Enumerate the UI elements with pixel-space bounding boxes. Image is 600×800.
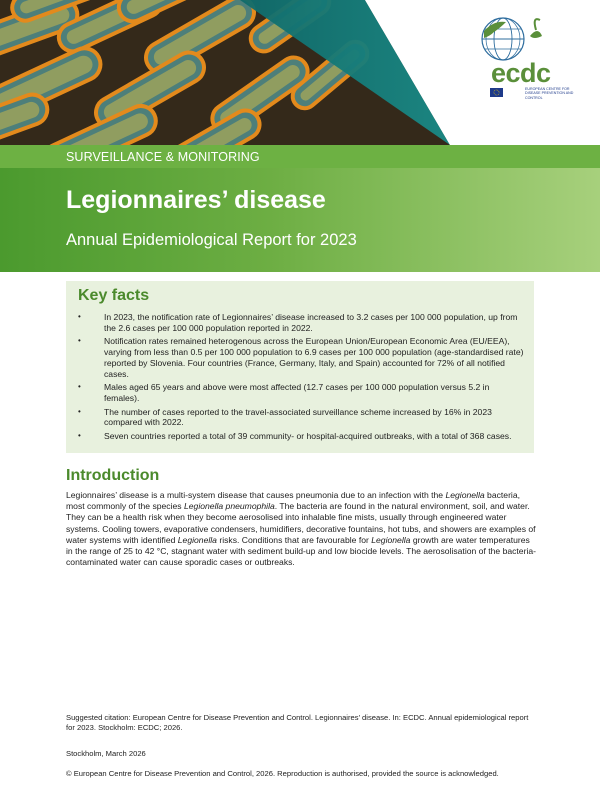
- key-fact-item: [76, 382, 524, 403]
- key-facts-box: [66, 281, 534, 453]
- bullet-icon: •: [78, 336, 81, 346]
- key-fact-text: Seven countries reported a total of 39 community- or hospital-acquired outbreaks, with a total of 368 cases.: [104, 431, 512, 442]
- suggested-citation: Suggested citation: European Centre for Disease Prevention and Control. Legionnaires’ disease. In: ECDC. Annual epidemiological report for 2023. Stockholm: ECDC; 2026.: [66, 713, 529, 732]
- key-fact-item: [76, 312, 524, 333]
- title-band: [0, 168, 600, 272]
- intro-italic-term: Legionella: [445, 490, 485, 500]
- introduction-paragraph: [66, 490, 538, 568]
- bullet-icon: •: [78, 312, 81, 321]
- ecdc-wordmark: ecdc: [491, 58, 551, 88]
- intro-text: growth are water temperatures in the range of 25 to 42 °C, stagnant water with sediment build-up and low biocide levels. The aerosolisation of the bacteria-contaminated water can cause sporadic cases or outbreaks.: [66, 534, 537, 568]
- copyright-notice: © European Centre for Disease Prevention and Control, 2026. Reproduction is authorised, provided the source is acknowledged.: [66, 769, 499, 778]
- key-facts-list: [76, 312, 524, 442]
- key-fact-item: [76, 336, 524, 379]
- key-fact-text: Notification rates remained heterogenous across the European Union/European Economic Area (EU/EEA), varying from less than 0.5 per 100 000 population to 6.9 cases per 100 000 population (age-standardised rate) reported by Slovenia. Four countries (France, Germany, Italy, and Spain) accounted for 72% of all notified cases.: [104, 336, 524, 379]
- introduction-heading: Introduction: [66, 467, 160, 484]
- ecdc-subtitle: EUROPEAN CENTRE FOR DISEASE PREVENTION AND CONTROL: [525, 87, 574, 100]
- intro-italic-term: Legionella: [177, 534, 217, 545]
- bullet-icon: •: [78, 406, 81, 416]
- intro-text: bacteria, most commonly of the species: [66, 490, 521, 512]
- section-label: SURVEILLANCE & MONITORING: [66, 150, 260, 164]
- page-title: Legionnaires’ disease: [66, 186, 326, 214]
- key-fact-text: In 2023, the notification rate of Legionnaires’ disease increased to 3.2 cases per 100 000 population, up from the 2.6 cases per 100 000 population reported in 2022.: [104, 312, 518, 333]
- bullet-icon: •: [78, 382, 81, 392]
- key-fact-text: Males aged 65 years and above were most affected (12.7 cases per 100 000 population versus 5.2 in females).: [104, 382, 490, 403]
- key-facts-heading: Key facts: [78, 287, 150, 304]
- page-subtitle: Annual Epidemiological Report for 2023: [66, 231, 357, 249]
- key-fact-item: [76, 407, 524, 428]
- key-fact-text: The number of cases reported to the travel-associated surveillance scheme increased by 16% in 2023 compared with 2022.: [104, 406, 492, 428]
- place-date: Stockholm, March 2026: [66, 749, 146, 758]
- intro-text: . The bacteria are found in the natural environment, soil, and water. They can be a health risk when they become aerosolised into inhalable fine mists, usually through engineered water systems. Cooling towers, evaporative condensers, humidifiers, decorative fountains, hot tubs, and showers are examples of water systems with identified: [66, 501, 536, 545]
- bullet-icon: •: [78, 431, 81, 441]
- key-fact-item: [76, 431, 524, 442]
- intro-italic-term: Legionella: [371, 534, 411, 545]
- intro-italic-term: Legionella pneumophila: [183, 501, 275, 512]
- intro-text: risks. Conditions that are favourable for: [216, 534, 372, 545]
- intro-text: Legionnaires’ disease is a multi-system disease that causes pneumonia due to an infection with the: [66, 490, 446, 500]
